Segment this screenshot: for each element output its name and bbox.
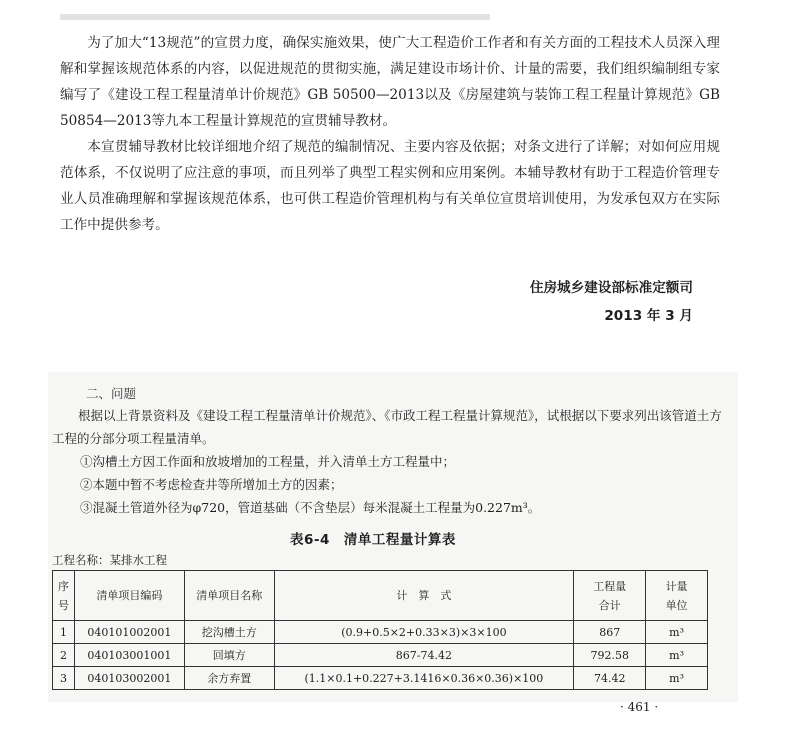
cell-quantity: 74.42 bbox=[574, 667, 646, 690]
table-title: 表6-4 清单工程量计算表 bbox=[290, 532, 456, 548]
project-name: 工程名称：某排水工程 bbox=[52, 553, 167, 567]
cell-unit: m³ bbox=[646, 644, 708, 667]
header-quantity-line2: 合计 bbox=[598, 598, 621, 612]
cell-code: 040103002001 bbox=[74, 667, 184, 690]
preface-text bbox=[60, 30, 720, 238]
cell-formula: (0.9+0.5×2+0.33×3)×3×100 bbox=[274, 621, 574, 644]
question-body bbox=[52, 404, 722, 519]
header-code: 清单项目编码 bbox=[74, 571, 184, 621]
question-item-3: ③混凝土管道外径为φ720，管道基础（不含垫层）每米混凝土工程量为0.227m³。 bbox=[80, 500, 541, 515]
cell-quantity: 792.58 bbox=[574, 644, 646, 667]
page-number: · 461 · bbox=[620, 700, 659, 714]
header-seq: 序号 bbox=[53, 571, 75, 621]
cell-name: 挖沟槽土方 bbox=[184, 621, 274, 644]
cell-unit: m³ bbox=[646, 667, 708, 690]
question-intro: 根据以上背景资料及《建设工程工程量清单计价规范》、《市政工程工程量计算规范》，试根据以下要求列出该管道土方工程的分部分项工程量清单。 bbox=[52, 408, 722, 446]
cell-seq: 2 bbox=[53, 644, 75, 667]
header-name: 清单项目名称 bbox=[184, 571, 274, 621]
table-header-row bbox=[53, 571, 708, 621]
table-row bbox=[53, 621, 708, 644]
table-row bbox=[53, 667, 708, 690]
header-unit bbox=[646, 571, 708, 621]
header-unit-line2: 单位 bbox=[665, 598, 688, 612]
cell-seq: 1 bbox=[53, 621, 75, 644]
cell-formula: (1.1×0.1+0.227+3.1416×0.36×0.36)×100 bbox=[274, 667, 574, 690]
cell-code: 040101002001 bbox=[74, 621, 184, 644]
scan-artifact-strip bbox=[60, 14, 490, 20]
question-heading: 二、问题 bbox=[86, 386, 137, 401]
cell-name: 余方弃置 bbox=[184, 667, 274, 690]
preface-paragraph-2: 本宣贯辅导教材比较详细地介绍了规范的编制情况、主要内容及依据；对条文进行了详解；对如何应用规范体系，不仅说明了应注意的事项，而且列举了典型工程实例和应用案例。本辅导教材有助于工程造价管理专业人员准确理解和掌握该规范体系，也可供工程造价管理机构与有关单位宣贯培训使用，为发承包双方在实际工作中提供参考。 bbox=[60, 139, 720, 233]
header-quantity bbox=[574, 571, 646, 621]
preface-paragraph-1: 为了加大“13规范”的宣贯力度，确保实施效果，使广大工程造价工作者和有关方面的工程技术人员深入理解和掌握该规范体系的内容，以促进规范的贯彻实施，满足建设市场计价、计量的需要，我们组织编制组专家编写了《建设工程工程量清单计价规范》GB 50500—2013以及《房屋建筑与装饰工程工程量计算规范》GB 50854—2013等九本工程量计算规范的宣贯辅导教材。 bbox=[60, 35, 720, 129]
cell-formula: 867-74.42 bbox=[274, 644, 574, 667]
signature-date: 2013 年 3 月 bbox=[604, 308, 693, 324]
cell-name: 回填方 bbox=[184, 644, 274, 667]
header-formula: 计 算 式 bbox=[274, 571, 574, 621]
cell-seq: 3 bbox=[53, 667, 75, 690]
header-unit-line1: 计量 bbox=[665, 579, 688, 593]
question-item-1: ①沟槽土方因工作面和放坡增加的工程量，并入清单土方工程量中； bbox=[80, 454, 456, 469]
cell-code: 040103001001 bbox=[74, 644, 184, 667]
signature-organization: 住房城乡建设部标准定额司 bbox=[529, 280, 693, 296]
question-item-2: ②本题中暂不考虑检查井等所增加土方的因素； bbox=[80, 477, 343, 492]
cell-unit: m³ bbox=[646, 621, 708, 644]
header-quantity-line1: 工程量 bbox=[593, 579, 627, 593]
cell-quantity: 867 bbox=[574, 621, 646, 644]
table-row bbox=[53, 644, 708, 667]
quantity-calculation-table bbox=[52, 570, 708, 690]
